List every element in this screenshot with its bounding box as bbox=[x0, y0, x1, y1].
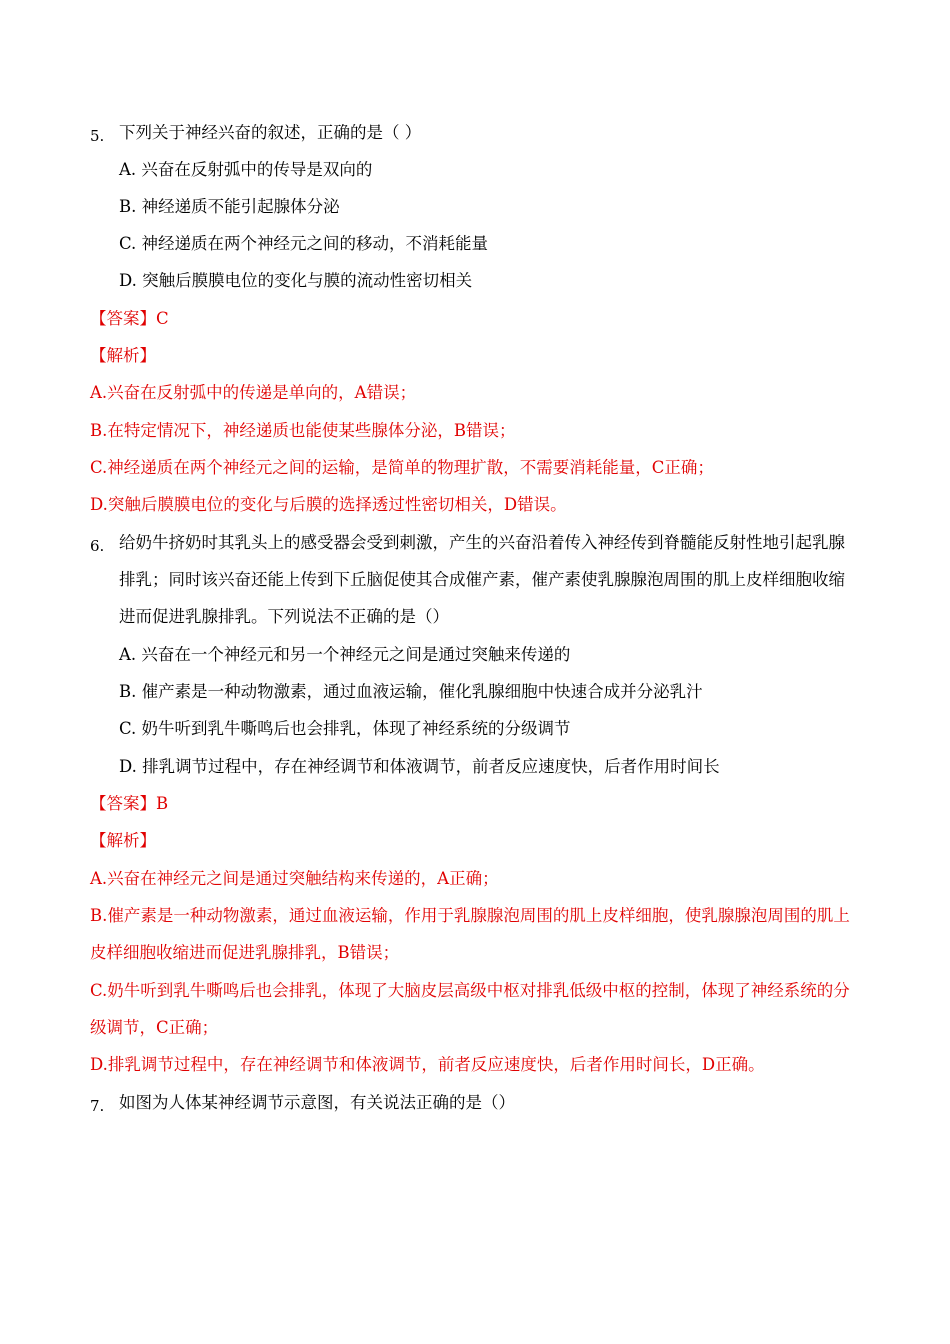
q5-analysis-a: A.兴奋在反射弧中的传递是单向的，A错误； bbox=[90, 383, 417, 402]
q6-analysis-b-line-1: B.催产素是一种动物激素，通过血液运输，作用于乳腺腺泡周围的肌上皮样细胞，使乳腺腺泡周围的肌上 bbox=[90, 906, 850, 925]
q6-analysis-b-line-2: 皮样细胞收缩进而促进乳腺排乳，B错误； bbox=[90, 943, 400, 962]
q6-analysis-c-line-1: C.奶牛听到乳牛嘶鸣后也会排乳，体现了大脑皮层高级中枢对排乳低级中枢的控制，体现了神经系统的分 bbox=[90, 981, 850, 1000]
q6-analysis-d: D.排乳调节过程中，存在神经调节和体液调节，前者反应速度快，后者作用时间长，D正确。 bbox=[90, 1055, 765, 1074]
q6-answer: 【答案】B bbox=[90, 794, 169, 813]
q6-option-b: B. 催产素是一种动物激素，通过血液运输，催化乳腺细胞中快速合成并分泌乳汁 bbox=[119, 682, 703, 701]
q5-number: 5. bbox=[90, 127, 105, 145]
q6-analysis-c-line-2: 级调节，C正确； bbox=[90, 1018, 219, 1037]
q6-stem-line-3: 进而促进乳腺排乳。下列说法不正确的是（） bbox=[119, 607, 449, 626]
q6-analysis-a: A.兴奋在神经元之间是通过突触结构来传递的，A正确； bbox=[90, 869, 499, 888]
q5-option-a: A. 兴奋在反射弧中的传导是双向的 bbox=[119, 160, 373, 179]
q7-stem: 如图为人体某神经调节示意图，有关说法正确的是（） bbox=[119, 1093, 515, 1112]
q6-option-c: C. 奶牛听到乳牛嘶鸣后也会排乳，体现了神经系统的分级调节 bbox=[119, 719, 571, 738]
q5-analysis-d: D.突触后膜膜电位的变化与后膜的选择透过性密切相关，D错误。 bbox=[90, 495, 567, 514]
q5-analysis-c: C.神经递质在两个神经元之间的运输，是简单的物理扩散，不需要消耗能量，C正确； bbox=[90, 458, 714, 477]
q6-stem-line-1: 给奶牛挤奶时其乳头上的感受器会受到刺激，产生的兴奋沿着传入神经传到脊髓能反射性地引起乳腺 bbox=[119, 533, 845, 552]
q5-stem: 下列关于神经兴奋的叙述，正确的是（ ） bbox=[119, 123, 422, 142]
q5-analysis-b: B.在特定情况下，神经递质也能使某些腺体分泌，B错误； bbox=[90, 421, 516, 440]
q5-option-c: C. 神经递质在两个神经元之间的移动，不消耗能量 bbox=[119, 234, 489, 253]
q6-number: 6. bbox=[90, 537, 105, 555]
q5-option-d: D. 突触后膜膜电位的变化与膜的流动性密切相关 bbox=[119, 271, 473, 290]
q5-option-b: B. 神经递质不能引起腺体分泌 bbox=[119, 197, 340, 216]
q6-option-d: D. 排乳调节过程中，存在神经调节和体液调节，前者反应速度快，后者作用时间长 bbox=[119, 757, 720, 776]
q6-option-a: A. 兴奋在一个神经元和另一个神经元之间是通过突触来传递的 bbox=[119, 645, 571, 664]
q6-analysis-label: 【解析】 bbox=[90, 831, 156, 850]
q5-analysis-label: 【解析】 bbox=[90, 346, 156, 365]
q5-answer: 【答案】C bbox=[90, 309, 169, 328]
q6-stem-line-2: 排乳；同时该兴奋还能上传到下丘脑促使其合成催产素，催产素使乳腺腺泡周围的肌上皮样细胞收缩 bbox=[119, 570, 845, 589]
q7-number: 7. bbox=[90, 1097, 105, 1115]
